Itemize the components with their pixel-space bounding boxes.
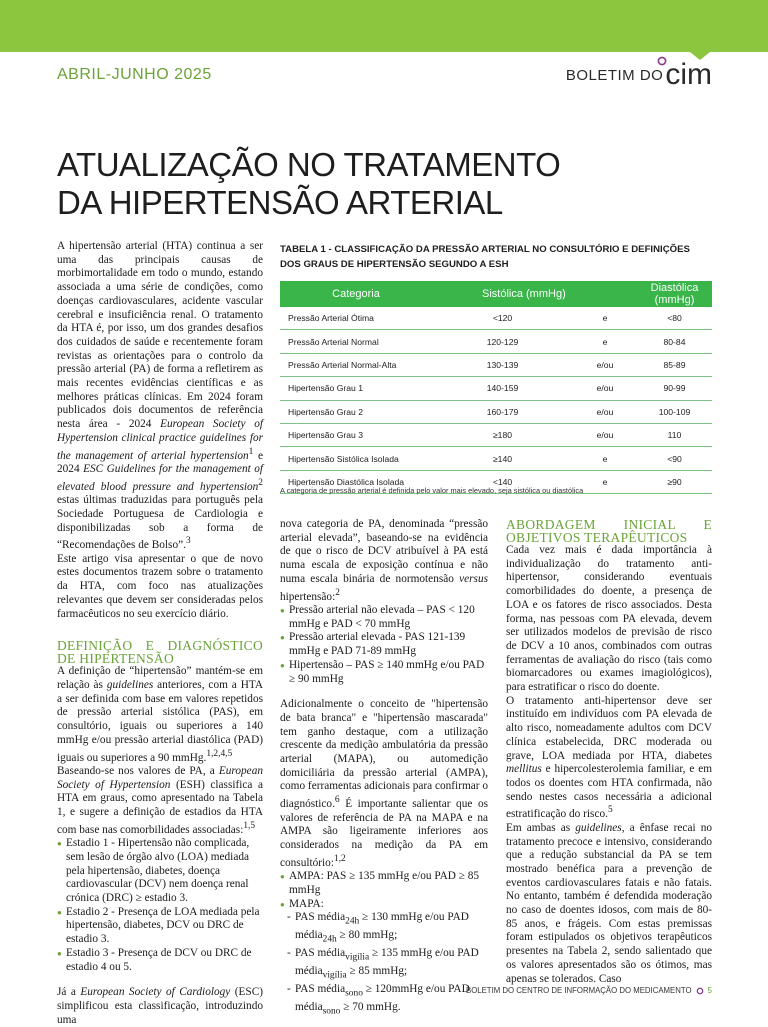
table-row (280, 377, 712, 400)
header-systolic: Sistólica (mmHg) (432, 281, 573, 307)
reference-sup: 3 (185, 536, 191, 547)
cell-diastolic: <90 (637, 447, 712, 470)
italic-run: ESC Guidelines for the management of elevated blood pressure and hypertension (57, 463, 263, 493)
section-heading-approach: ABORDAGEM INICIAL E OBJETIVOS TERAPÊUTICOS (506, 517, 712, 545)
classification-paragraph (57, 765, 263, 837)
reference-sup: 6 (334, 795, 340, 806)
cell-diastolic: 85-89 (637, 353, 712, 376)
table-caption: TABELA 1 - CLASSIFICAÇÃO DA PRESSÃO ARTERIAL NO CONSULTÓRIO E DEFINIÇÕES DOS GRAUS DE HIPERTENSÃO SEGUNDO A ESH (280, 244, 690, 270)
cell-connector: e/ou (573, 377, 637, 400)
cell-category: Hipertensão Diastólica Isolada (280, 470, 432, 493)
cell-category: Hipertensão Grau 3 (280, 423, 432, 446)
list-item: ● AMPA: PAS ≥ 135 mmHg e/ou PAD ≥ 85 mmHg (280, 870, 488, 897)
table-row (280, 307, 712, 330)
brand-logo-text: cim (665, 58, 712, 91)
text-run: Adicionalmente o conceito de "hipertensão de bata branca" e "hipertensão mascarada" tem ganho destaque, com a utilização crescente da medição ambulatória da pressão arterial (MAPA), ou automedição domiciliária da pressão arterial (AMPA), como ferramentas adicionais para confirmar o diagnóstico. (280, 698, 488, 810)
subscript: 24h (345, 916, 360, 927)
esc-category-paragraph (280, 518, 488, 604)
table-note: A categoria de pressão arterial é definida pelo valor mais elevado, seja sistólica ou diastólica (280, 486, 584, 495)
text-run: O tratamento anti-hipertensor deve ser instituído em indivíduos com PA elevada de alto risco, nomeadamente adultos com DCV clínica estabelecida, DRC moderada ou grave, LOA mediada por HTA, diabetes (506, 694, 712, 762)
cell-category: Hipertensão Grau 2 (280, 400, 432, 423)
cell-category: Hipertensão Grau 1 (280, 377, 432, 400)
column-2 (280, 518, 488, 1019)
reference-sup: 2 (335, 587, 340, 598)
subscript: vigília (345, 952, 370, 963)
cell-diastolic: 90-99 (637, 377, 712, 400)
text-run: ≥ 70 mmHg. (340, 1001, 401, 1014)
italic-run: mellitus (506, 763, 542, 776)
table-row (280, 447, 712, 470)
reference-sup: 5 (607, 805, 613, 816)
definition-paragraph (57, 665, 263, 765)
cell-diastolic: 100-109 (637, 400, 712, 423)
cell-systolic: ≥180 (432, 423, 573, 446)
issue-date: ABRIL-JUNHO 2025 (57, 66, 212, 83)
table-row (280, 353, 712, 376)
text-run: (ESH) classifica a HTA em graus, como apresentado na Tabela 1, e sugere a definição de estadios da HTA com base nas comorbilidades associadas: (57, 778, 263, 836)
text-run: estas últimas traduzidas para português pela Sociedade Portuguesa de Cardiologia e disponibilizadas sob a forma de “Recomendações de Bolso”. (57, 494, 263, 552)
text-run: ≥ 135 mmHg e/ou PAD média (295, 947, 479, 978)
text-run: ≥ 85 mmHg; (346, 965, 408, 978)
section-heading-definition: DEFINIÇÃO E DIAGNÓSTICO DE HIPERTENSÃO (57, 638, 263, 667)
text-run: PAS média (295, 947, 346, 960)
text-run: hipertensão: (280, 590, 336, 603)
intro-paragraph-2: Este artigo visa apresentar o que de novo estes documentos trazem sobre o tratamento da HTA, com foco nas atualizações relevantes que devem ser consideradas pelos farmacêuticos no seu exercício diário. (57, 552, 263, 620)
italic-run: guidelines (575, 821, 622, 834)
approach-paragraph-2 (506, 695, 712, 822)
text-run: e hipercolesterolemia familiar, e em todos os doentes com HTA confirmada, não sendo nestes casos necessária a adicional estratificação do risco. (506, 763, 712, 821)
title-line-2: DA HIPERTENSÃO ARTERIAL (57, 184, 503, 221)
italic-run: European Society of Hypertension clinical practice guidelines for the management of arterial hypertension (57, 418, 264, 462)
text-run: ≥ 80 mmHg; (336, 929, 398, 942)
cell-connector: e (573, 470, 637, 493)
page-number: 5 (707, 986, 712, 995)
stages-list (57, 837, 263, 974)
table-row (280, 330, 712, 353)
list-item: ● Hipertensão – PAS ≥ 140 mmHg e/ou PAD ≥ 90 mmHg (280, 659, 488, 686)
list-item (287, 983, 488, 1019)
brand-prefix: BOLETIM DO (565, 67, 664, 84)
cell-diastolic: <80 (637, 307, 712, 330)
reference-sup: 1,2 (333, 853, 346, 864)
reference-sup: 1 (248, 446, 254, 457)
article-title (57, 146, 697, 222)
cell-category: Pressão Arterial Ótima (280, 307, 432, 330)
cell-systolic: <120 (432, 307, 573, 330)
list-item: ● Pressão arterial não elevada – PAS < 120 mmHg e PAD < 70 mmHg (280, 604, 488, 631)
white-coat-paragraph (280, 698, 488, 870)
header-category: Categoria (280, 281, 432, 307)
title-line-1: ATUALIZAÇÃO NO TRATAMENTO (57, 146, 561, 183)
cell-connector: e (573, 447, 637, 470)
subscript: sono (322, 1006, 341, 1017)
text-run: nova categoria de PA, denominada “pressão arterial elevada”, baseando-se na evidência de que o risco de DCV atribuível à PA está numa escala de exposição contínua e não numa escala binária de normotensão (280, 518, 488, 585)
text-run: PAS média (295, 911, 346, 924)
cell-category: Hipertensão Sistólica Isolada (280, 447, 432, 470)
reference-sup: 1,2,4,5 (206, 748, 233, 759)
text-run: ≥ 130 mmHg e/ou PAD média (295, 911, 469, 942)
top-banner (0, 0, 768, 52)
approach-paragraph-3 (506, 822, 712, 986)
cim-ring-icon (696, 987, 704, 995)
text-run: (ESC) simplificou esta classificação, introduzindo uma (57, 986, 263, 1026)
reference-sup: 1,5 (243, 820, 256, 831)
text-run: A definição de “hipertensão” mantém-se em relação às (57, 665, 263, 691)
cell-systolic: 130-139 (432, 353, 573, 376)
cell-connector: e (573, 330, 637, 353)
mapa-list (280, 911, 488, 1019)
text-run: Em ambas as (506, 821, 576, 834)
text-run: Já a (57, 986, 81, 999)
intro-paragraph-1 (57, 240, 263, 553)
table-row (280, 400, 712, 423)
text-run: PAS média (295, 983, 346, 996)
cell-connector: e/ou (573, 353, 637, 376)
cell-connector: e/ou (573, 423, 637, 446)
bp-classification-table (280, 281, 712, 494)
list-item: ● Estadio 2 - Presença de LOA mediada pela hipertensão, diabetes, DCV ou DRC de estadio 3. (57, 906, 263, 947)
column-1 (57, 240, 263, 1027)
subscript: 24h (322, 934, 337, 945)
cell-systolic: 140-159 (432, 377, 573, 400)
italic-run: European Society of Hypertension (57, 764, 263, 791)
cell-connector: e (573, 307, 637, 330)
esc-bullets (280, 604, 488, 686)
list-item: ● Pressão arterial elevada - PAS 121-139 mmHg e PAD 71-89 mmHg (280, 631, 488, 658)
text-run: , a ênfase recai no tratamento precoce e intensivo, considerando que a redução substancial da PA se tem mostrado benéfica para a prevenção de eventos cardiovasculares fatais e não fatais. No entanto, também é defendida moderação no caso de doentes idosos, com mais de 80-85 anos, e frágeis. Com estas premissas foram estipulados os objetivos terapêuticos presentes na Tabela 2, sendo salientado que os valores apresentados são os ótimos, mas apenas se tolerados. Caso (506, 821, 712, 985)
list-item: ● MAPA: (280, 898, 488, 912)
header-connector (573, 281, 637, 307)
text-run: anteriores, com a HTA a ser definida com base em valores repetidos de pressão arterial sistólica (PAS), em consultório, iguais ou superiores a 140 mmHg e/ou pressão arterial diastólica (PAD) iguais ou superiores a 90 mmHg. (57, 678, 264, 764)
cell-systolic: ≥140 (432, 447, 573, 470)
text-run: A hipertensão arterial (HTA) continua a ser uma das principais causas de morbimortalidade em todo o mundo, estando associada a uma série de condições, como doenças cardiovasculares, acidente vascular cerebral e insuficiência renal. O tratamento da HTA é, por isso, um dos grandes desafios dos cuidados de saúde e recentemente foram revistas as orientações para o controlo da pressão arterial (PA) de forma a refletirem as mais recentes evidências científicas e as melhores práticas clínicas. Em 2024 foram publicados dois documentos de referência nesta área - 2024 (57, 240, 263, 431)
cell-category: Pressão Arterial Normal-Alta (280, 353, 432, 376)
text-run: ≥ 120mmHg e/ou PAD média (295, 983, 470, 1014)
table-row (280, 423, 712, 446)
brand-logo (565, 58, 712, 91)
cell-diastolic: 80-84 (637, 330, 712, 353)
cell-systolic: 160-179 (432, 400, 573, 423)
column-3 (506, 518, 712, 986)
table-header-row (280, 281, 712, 307)
ring-icon (657, 56, 667, 66)
ampa-mapa-bullets (280, 870, 488, 911)
list-item (287, 911, 488, 947)
cell-systolic: 120-129 (432, 330, 573, 353)
table-body (280, 307, 712, 494)
italic-run: versus (459, 572, 488, 585)
list-item (287, 947, 488, 983)
cell-connector: e/ou (573, 400, 637, 423)
footer-text: BOLETIM DO CENTRO DE INFORMAÇÃO DO MEDICAMENTO (466, 986, 692, 995)
brand-wordmark (665, 58, 712, 91)
cell-systolic: <140 (432, 470, 573, 493)
cell-category: Pressão Arterial Normal (280, 330, 432, 353)
list-item: ● Estadio 1 - Hipertensão não complicada, sem lesão de órgão alvo (LOA) mediada pela hipertensão, diabetes, doença cardiovascular (DCV) nem doença renal crónica (DRC) ≥ estadio 3. (57, 837, 263, 906)
text-run: Baseando-se nos valores de PA, a (57, 764, 219, 777)
cell-diastolic: 110 (637, 423, 712, 446)
header-diastolic: Diastólica (mmHg) (637, 281, 712, 307)
subscript: sono (345, 988, 363, 999)
text-run: É importante salientar que os valores de referência de PA na MAPA e na AMPA são ligeiramente inferiores aos considerados na medição da PA em consultório: (280, 797, 488, 869)
reference-sup: 2 (258, 477, 263, 488)
text-run: e 2024 (57, 449, 263, 476)
page-footer (466, 986, 712, 995)
list-item: ● Estadio 3 - Presença de DCV ou DRC de estadio 4 ou 5. (57, 947, 263, 974)
approach-paragraph-1: Cada vez mais é dada importância à individualização do tratamento anti-hipertensor, considerando eventuais comorbilidades do doente, a presença de LOA e os fatores de risco associados. Desta forma, nas pessoas com PA elevada, devem ser utilizados modelos de previsão de risco de DCV a 10 anos, combinados com outras ferramentas de avaliação do risco (tais como biomarcadores ou exames imagiológicos), para estratificar o risco do doente. (506, 544, 712, 694)
subscript: vigília (322, 970, 347, 981)
cell-diastolic: ≥90 (637, 470, 712, 493)
italic-run: guidelines (106, 678, 154, 691)
italic-run: European Society of Cardiology (80, 986, 231, 999)
esc-paragraph (57, 986, 263, 1027)
